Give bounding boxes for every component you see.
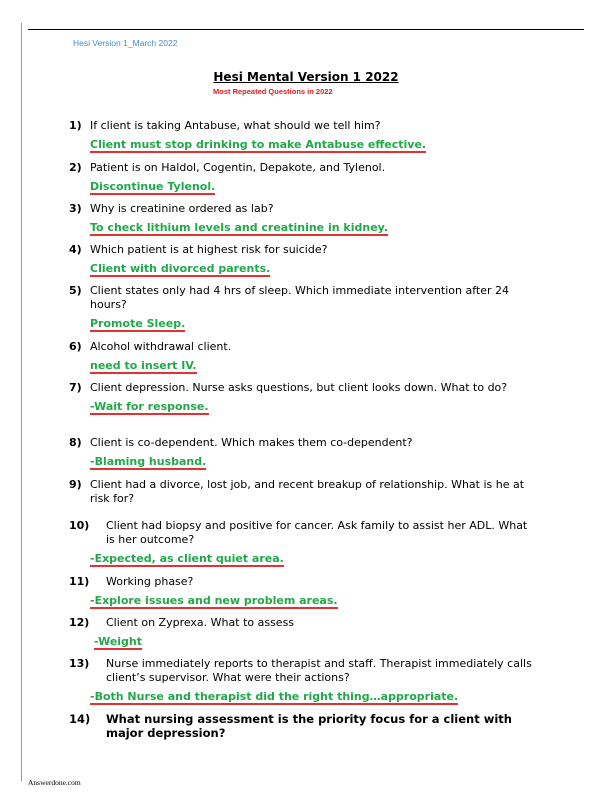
answer-text: -Wait for response. <box>90 400 209 413</box>
question-item-13 <box>69 657 539 705</box>
question-text: Client had a divorce, lost job, and recent breakup of relationship. What is he at risk for? <box>90 478 525 505</box>
header-label: Hesi Version 1_March 2022 <box>73 38 178 48</box>
question-item-2 <box>69 161 539 195</box>
question-text: Client on Zyprexa. What to assess <box>106 616 295 629</box>
answer-text: Client with divorced parents. <box>90 262 271 275</box>
footer-text: Answerdone.com <box>28 778 81 787</box>
question-text: Working phase? <box>106 575 194 588</box>
question-text: Client is co-dependent. Which makes them co-dependent? <box>90 436 413 449</box>
answer-text: -Explore issues and new problem areas. <box>90 594 338 607</box>
question-number: 6) <box>69 340 82 353</box>
answer-text: Promote Sleep. <box>90 317 186 330</box>
question-number: 5) <box>69 284 82 297</box>
top-rule <box>28 29 584 30</box>
question-number: 3) <box>69 202 82 215</box>
question-text: Nurse immediately reports to therapist and staff. Therapist immediately calls client’s supervisor. What were their actions? <box>106 657 532 684</box>
answer-text: need to insert IV. <box>90 359 197 372</box>
question-text: Client depression. Nurse asks questions, but client looks down. What to do? <box>90 381 508 394</box>
question-text: Alcohol withdrawal client. <box>90 340 232 353</box>
question-text: Which patient is at highest risk for suicide? <box>90 243 328 256</box>
question-text: Why is creatinine ordered as lab? <box>90 202 274 215</box>
question-text: If client is taking Antabuse, what should we tell him? <box>90 119 381 132</box>
question-item-1 <box>69 119 539 153</box>
page-title: Hesi Mental Version 1 2022 <box>213 70 399 84</box>
question-number: 7) <box>69 381 82 394</box>
question-item-8 <box>69 436 539 470</box>
question-item-11 <box>69 575 539 609</box>
answer-text: -Both Nurse and therapist did the right thing…appropriate. <box>90 690 459 703</box>
question-number: 4) <box>69 243 82 256</box>
answer-text: -Weight <box>94 635 143 648</box>
question-number: 11) <box>69 575 90 588</box>
question-text: Client had biopsy and positive for cancer. Ask family to assist her ADL. What is her outcome? <box>106 519 528 546</box>
question-item-12 <box>69 616 539 650</box>
answer-text: Discontinue Tylenol. <box>90 180 216 193</box>
answer-text: Client must stop drinking to make Antabuse effective. <box>90 138 427 151</box>
question-number: 8) <box>69 436 82 449</box>
question-number: 1) <box>69 119 82 132</box>
question-item-9 <box>69 478 539 506</box>
question-text: Patient is on Haldol, Cogentin, Depakote, and Tylenol. <box>90 161 386 174</box>
question-item-4 <box>69 243 539 277</box>
question-number: 14) <box>69 712 91 726</box>
question-text: Client states only had 4 hrs of sleep. Which immediate intervention after 24 hours? <box>90 284 509 311</box>
answer-text: -Expected, as client quiet area. <box>90 552 284 565</box>
question-number: 9) <box>69 478 82 491</box>
question-item-6 <box>69 340 539 374</box>
question-item-14 <box>69 712 539 740</box>
page-subtitle: Most Repeated Questions in 2022 <box>213 87 333 96</box>
question-number: 2) <box>69 161 82 174</box>
question-item-7 <box>69 381 539 415</box>
question-number: 10) <box>69 519 90 532</box>
question-item-10 <box>69 519 539 567</box>
answer-text: -Blaming husband. <box>90 455 207 468</box>
answer-text: To check lithium levels and creatinine in kidney. <box>90 221 388 234</box>
question-number: 12) <box>69 616 90 629</box>
question-item-5 <box>69 284 539 332</box>
question-item-3 <box>69 202 539 236</box>
question-text: What nursing assessment is the priority focus for a client with major depression? <box>106 712 512 740</box>
question-number: 13) <box>69 657 90 670</box>
